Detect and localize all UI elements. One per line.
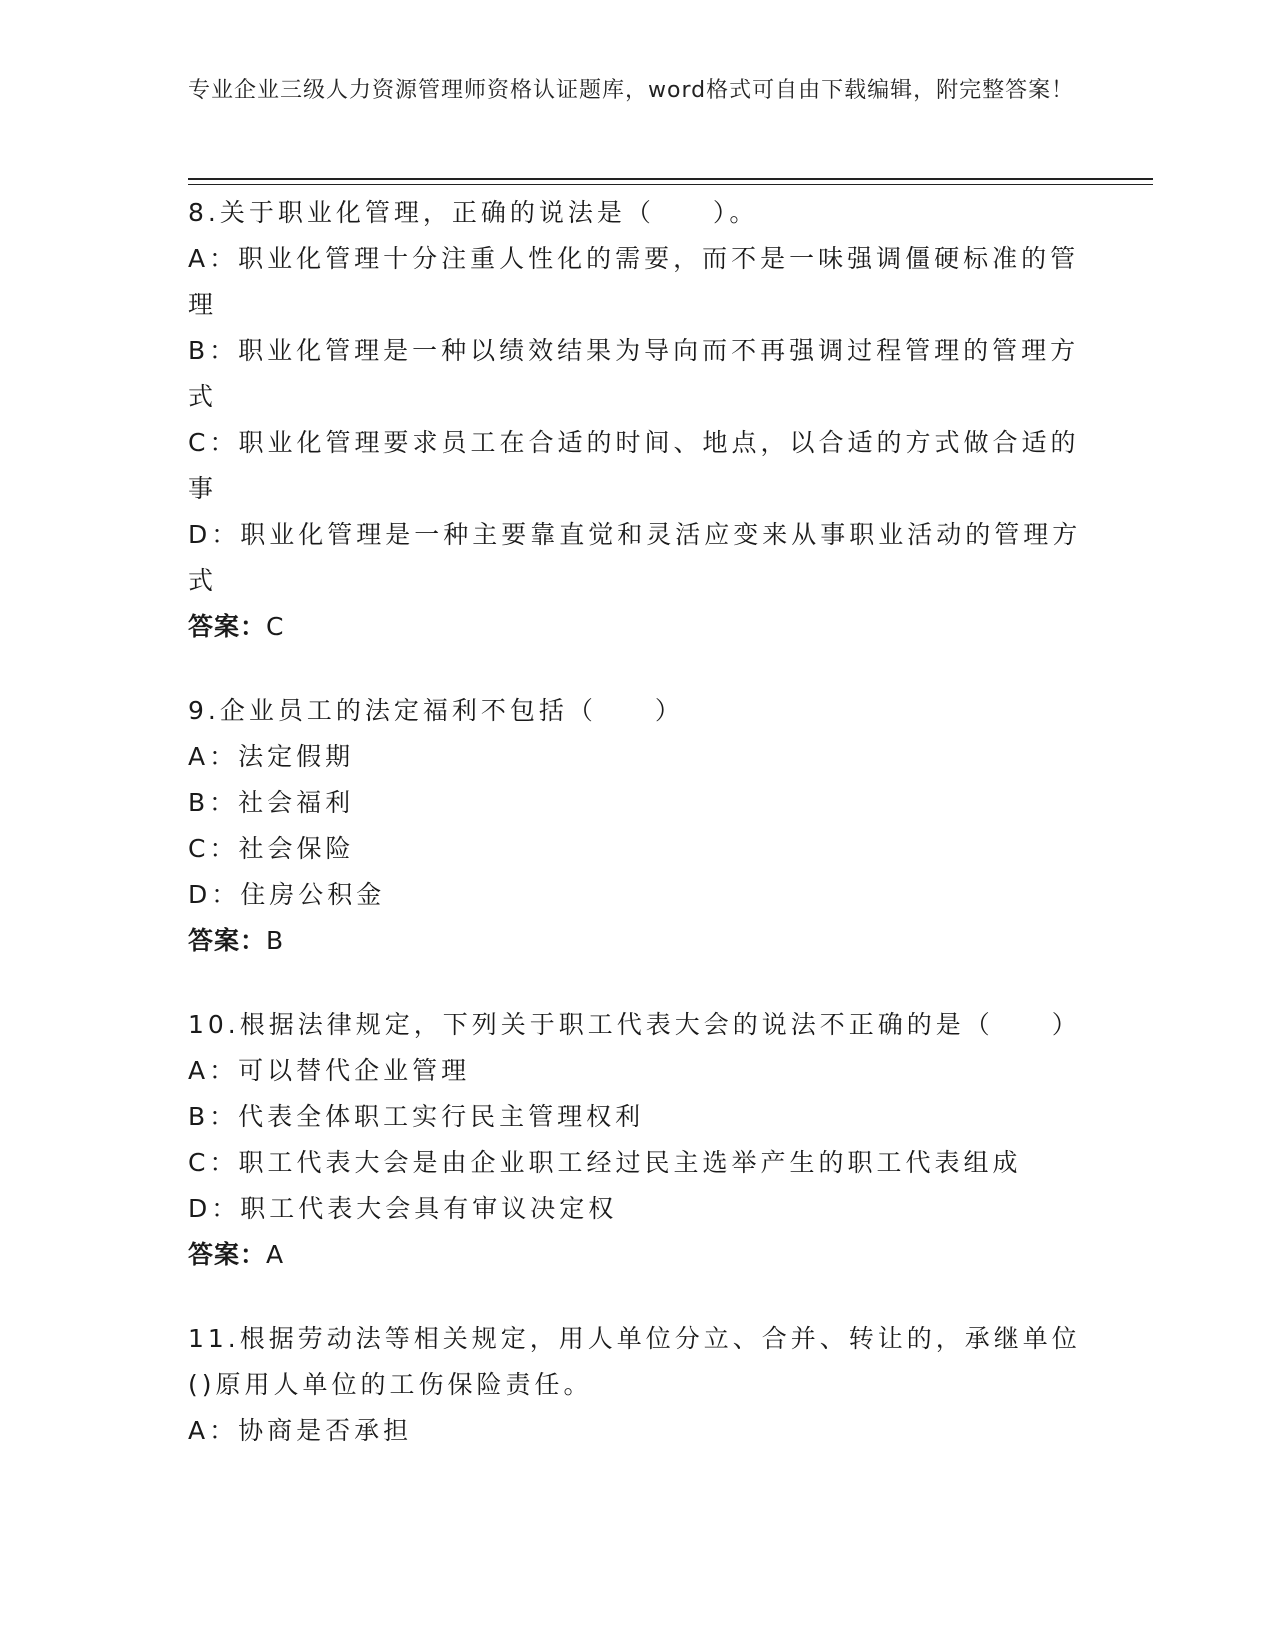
question-8 (188, 190, 1088, 650)
option-d: D：职业化管理是一种主要靠直觉和灵活应变来从事职业活动的管理方式 (188, 520, 1082, 595)
option-d: D：职工代表大会具有审议决定权 (188, 1194, 618, 1223)
option-d: D：住房公积金 (188, 880, 386, 909)
option-a: A：职业化管理十分注重人性化的需要，而不是一味强调僵硬标准的管理 (188, 244, 1080, 319)
question-list (188, 190, 1088, 1492)
answer-value: C (266, 612, 285, 641)
question-10 (188, 1002, 1088, 1278)
header-divider-thin (188, 184, 1153, 185)
answer-line (188, 1232, 1088, 1278)
option-a: A：可以替代企业管理 (188, 1056, 471, 1085)
question-11 (188, 1316, 1088, 1454)
answer-value: B (266, 926, 285, 955)
answer-value: A (266, 1240, 285, 1269)
question-stem: 9.企业员工的法定福利不包括（ ） (188, 696, 684, 725)
answer-line (188, 918, 1088, 964)
option-b: B：社会福利 (188, 788, 355, 817)
option-c: C：社会保险 (188, 834, 355, 863)
option-a: A：协商是否承担 (188, 1416, 413, 1445)
option-c: C：职工代表大会是由企业职工经过民主选举产生的职工代表组成 (188, 1148, 1022, 1177)
answer-label: 答案： (188, 926, 267, 955)
option-c: C：职业化管理要求员工在合适的时间、地点，以合适的方式做合适的事 (188, 428, 1080, 503)
question-stem: 10.根据法律规定，下列关于职工代表大会的说法不正确的是（ ） (188, 1010, 1081, 1039)
option-b: B：职业化管理是一种以绩效结果为导向而不再强调过程管理的管理方式 (188, 336, 1080, 411)
option-b: B：代表全体职工实行民主管理权利 (188, 1102, 645, 1131)
answer-label: 答案： (188, 1240, 267, 1269)
question-stem: 11.根据劳动法等相关规定，用人单位分立、合并、转让的，承继单位()原用人单位的工伤保险责任。 (188, 1324, 1081, 1399)
question-9 (188, 688, 1088, 964)
document-header: 专业企业三级人力资源管理师资格认证题库，word格式可自由下载编辑，附完整答案！ (188, 78, 1075, 103)
answer-line (188, 604, 1088, 650)
answer-label: 答案： (188, 612, 267, 641)
question-stem: 8.关于职业化管理，正确的说法是（ ）。 (188, 198, 759, 227)
header-divider-thick (188, 178, 1153, 180)
option-a: A：法定假期 (188, 742, 355, 771)
